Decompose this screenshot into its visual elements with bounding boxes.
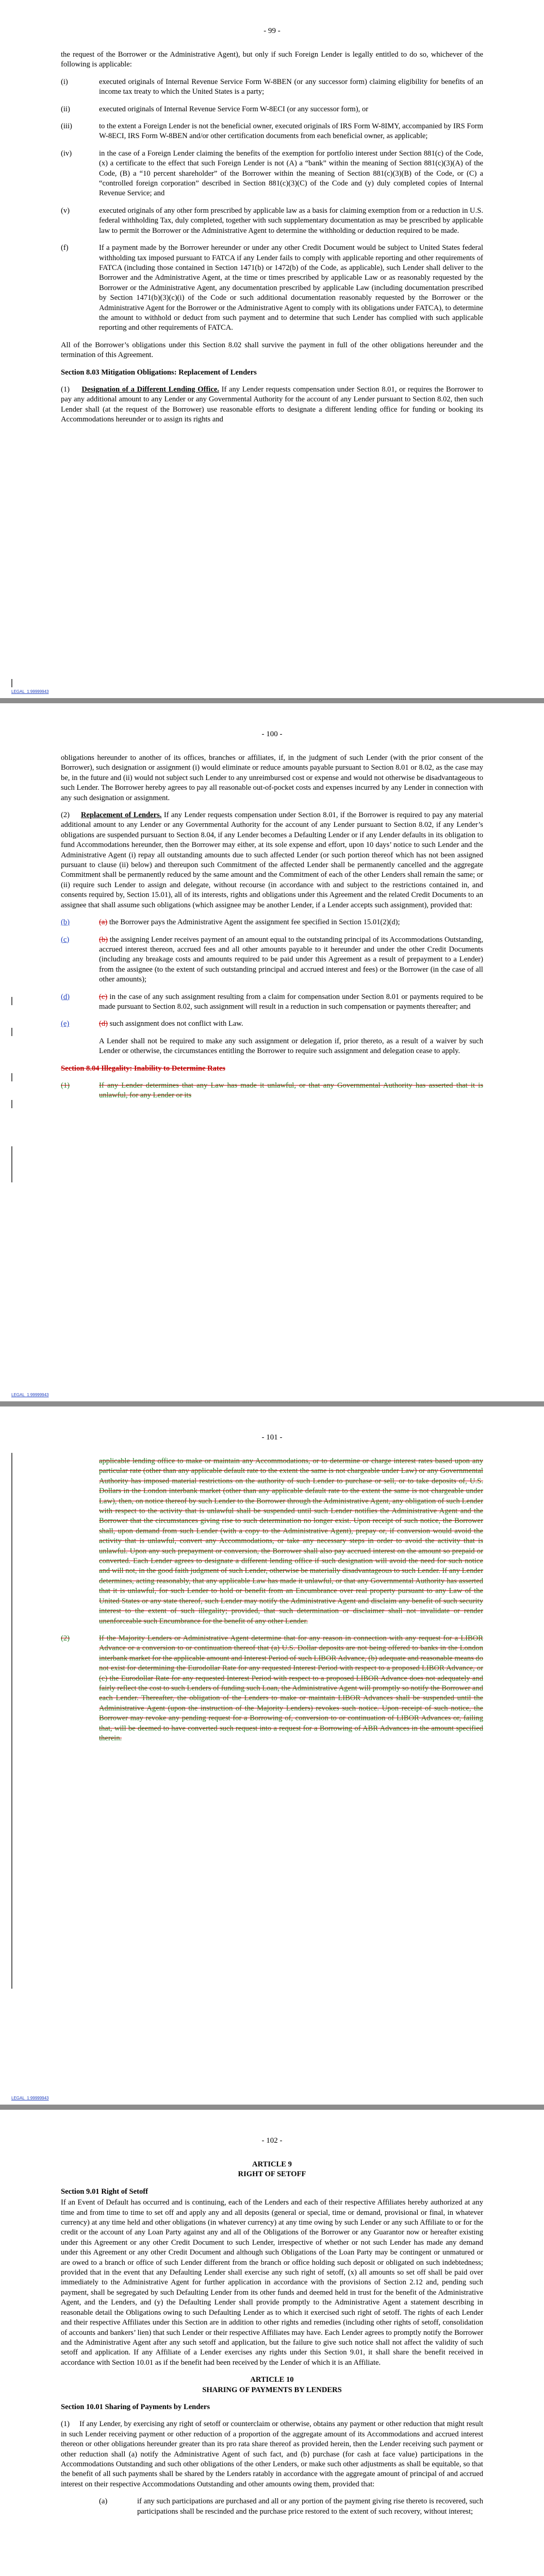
paragraph-deleted: (1) If any Lender determines that any Law has made it unlawful, or that any Governmental Authority has asserted that it is unlawful, for any Lender or its [61,1081,483,1100]
page-number: - 99 - [263,27,281,35]
document-footer: LEGAL_1:99999943 [11,1393,49,1397]
change-bar [11,1453,12,1989]
paragraph: the request of the Borrower or the Administrative Agent), but only if such Foreign Lender is legally entitled to do so, whichever of the following is applicable: [61,50,483,69]
article-number: ARTICLE 9 [252,2160,292,2168]
list-item: (e) (d) such assignment does not conflict with Law. [61,1020,243,1028]
paragraph-deleted: applicable lending office to make or maintain any Accommodations, or to determine or charge interest rates based upon any particular rate (other than any applicable default rate to the extent the same is not chargeable under Law) or any Governmental Authority has imposed material restrictions on the authority of such Lender to purchase or sell, or to take deposits of, U.S. Dollars in the London interbank market (other than any applicable default rate to the extent the same is not chargeable under Law), then, on notice thereof by such Lender to the Borrower through the Administrative Agent, any obligation of such Lender with respect to the activity that is unlawful shall be suspended until such Lender notifies the Administrative Agent and the Borrower that the circumstances giving rise to such determination no longer exist. Upon receipt of such notice, the Borrower shall, upon demand from such Lender (with a copy to the Administrative Agent), prepay or, if conversion would avoid the activity that is unlawful, convert any Accommodations, or take any necessary steps in order to avoid the activity that is unlawful. Upon any such prepayment or conversion, the Borrower shall also pay accrued interest on the amount so prepaid or converted. Each Lender agrees to designate a different lending office if such designation will avoid the need for such notice and will not, in the good faith judgment of such Lender, otherwise be materially disadvantageous to such Lender. If any Lender determines, acting reasonably, that any applicable Law has made it unlawful, or that any Governmental Authority has asserted that it is unlawful, for such Lender to hold or benefit from an Encumbrance over real property pursuant to any Law of the United States or any state thereof, such Lender may notify the Administrative Agent and disclaim any benefit of such security interest to the extent of such illegality; provided, that such determination or disclaimer shall not invalidate or render unenforceable such Encumbrance for the benefit of any other Lender. [99,1457,483,1625]
paragraph: obligations hereunder to another of its offices, branches or affiliates, if, in the judgment of such Lender (with the prior consent of the Borrower), such designation or assignment (i) would eliminate or reduce amounts payable pursuant to Section 8.01 or 8.02, as the case may be, in the future and (ii) would not subject such Lender to any unreimbursed cost or expense and would not otherwise be disadvantageous to such Lender. The Borrower hereby agrees to pay all reasonable out-of-pocket costs and expenses incurred by any Lender in connection with any such designation or assignment. [61,754,483,802]
section-heading: Section 8.03 Mitigation Obligations: Replacement of Lenders [61,368,257,377]
paragraph: A Lender shall not be required to make any such assignment or delegation if, prior thereto, as a result of a waiver by such Lender or otherwise, the circumstances entitling the Borrower to require such assignment and delegation cease to apply. [99,1037,483,1056]
change-bar [11,1146,12,1182]
page-101 [0,1406,544,2105]
paragraph: (1) If any Lender, by exercising any right of setoff or counterclaim or otherwise, obtains any payment or other reduction that might result in such Lender receiving payment or other reduction of a proportion of the aggregate amount of its Accommodations and accrued interest thereon or other obligations hereunder greater than its pro rata share thereof as provided herein, then the Lender receiving such payment or other reduction shall (a) notify the Administrative Agent of such fact, and (b) purchase (for cash at face value) participations in the Accommodations Outstanding and such other obligations of the other Lenders, or make such other adjustments as shall be equitable, so that the benefit of all such payments shall be shared by the Lenders ratably in accordance with the aggregate amount of principal of and accrued interest on their respective Accommodations Outstanding and other amounts owing them, provided that: [61,2420,483,2488]
document-footer: LEGAL_1:99999943 [11,689,49,694]
change-bar [11,1100,12,1108]
article-number: ARTICLE 10 [250,2376,294,2384]
list-item: (iii) to the extent a Foreign Lender is not the beneficial owner, executed originals of IRS Form W-8IMY, accompanied by IRS Form W-8ECI, IRS Form W-8BEN and/or other certification documents from each beneficial owner, as applicable; [61,122,483,141]
document-footer: LEGAL_1:99999943 [11,2096,49,2100]
list-item: (v) executed originals of any other form prescribed by applicable law as a basis for claiming exemption from or a reduction in U.S. federal withholding Tax, duly completed, together with such supplementary documentation as may be prescribed by applicable law to permit the Borrower or the Administrative Agent to determine the withholding or deduction required to be made. [61,206,483,235]
paragraph-replacement: (2) Replacement of Lenders. If any Lender requests compensation under Section 8.01, if the Borrower is required to pay any material additional amount to any Lender or any Governmental Authority for the account of any Lender pursuant to Section 8.02, if any Lender’s obligations are suspended pursuant to Section 8.04, if any Lender becomes a Defaulting Lender or if any Lender defaults in its obligation to fund Accommodations hereunder, then the Borrower may either, at its sole expense and effort, upon 10 days’ notice to such Lender and the Administrative Agent (i) repay all outstanding amounts due to such affected Lender (or such portion thereof which has not been assigned pursuant to clause (ii) below) and thereupon such Commitment of the affected Lender shall be permanently cancelled and the aggregate Commitment shall be permanently reduced by the same amount and the Commitment of each of the other Lenders shall remain the same; or (ii) require such Lender to assign and delegate, without recourse (in accordance with and subject to the restrictions contained in, and consents required by, Section 15.01), all of its interests, rights and obligations under this Agreement and the related Credit Documents to an assignee that shall assume such obligations (which assignee may be another Lender, if a Lender accepts such assignment), provided that: [61,811,484,909]
list-item: (iv) in the case of a Foreign Lender claiming the benefits of the exemption for portfolio interest under Section 881(c) of the Code, (x) a certificate to the effect that such Foreign Lender is not (A) a “bank” within the meaning of Section 881(c)(3)(A) of the Code, (B) a “10 percent shareholder” of the Borrower within the meaning of Section 881(c)(3)(B) of the Code, or (C) a “controlled foreign corporation” described in Section 881(c)(3)(C) of the Code and (y) duly completed copies of Internal Revenue Service; and [61,149,483,198]
section-heading: Section 10.01 Sharing of Payments by Lenders [61,2402,210,2411]
article-title: SHARING OF PAYMENTS BY LENDERS [202,2385,342,2394]
page-99 [0,0,544,698]
page-102 [0,2110,544,2576]
section-heading-deleted: Section 8.04 Illegality: Inability to Determine Rates [61,1064,225,1073]
page-number: - 102 - [261,2137,283,2145]
change-bar [11,1073,12,1081]
change-bar [11,679,12,687]
paragraph-deleted: (2) If the Majority Lenders or Administrative Agent determine that for any reason in connection with any request for a LIBOR Advance or a conversion to or continuation thereof that (a) U.S. Dollar deposits are not being offered to banks in the London interbank market for the applicable amount and Interest Period of such LIBOR Advance, (b) adequate and reasonable means do not exist for determining the Eurodollar Rate for any requested Interest Period with respect to a proposed LIBOR Advance, or (c) the Eurodollar Rate for any requested Interest Period with respect to a proposed LIBOR Advance does not adequately and fairly reflect the cost to such Lenders of funding such Loan, the Administrative Agent will promptly so notify the Borrower and each Lender. Thereafter, the obligation of the Lenders to make or maintain LIBOR Advances shall be suspended until the Administrative Agent (upon the instruction of the Majority Lenders) revokes such notice. Upon receipt of such notice, the Borrower may revoke any pending request for a Borrowing of, conversion to or continuation of LIBOR Advances or, failing that, will be deemed to have converted such request into a request for a Borrowing of ABR Advances in the amount specified therein. [61,1634,483,1742]
page-number: - 100 - [261,730,283,738]
change-bar [11,1028,12,1036]
paragraph: All of the Borrower’s obligations under this Section 8.02 shall survive the payment in full of the other obligations hereunder and the termination of this Agreement. [61,341,483,360]
page-number: - 101 - [261,1433,283,1442]
paragraph-fatca: (f) If a payment made by the Borrower hereunder or under any other Credit Document would be subject to United States federal withholding tax imposed pursuant to FATCA if any Lender fails to comply with applicable reporting and other requirements of FATCA (including those contained in Section 1471(b) or 1472(b) of the Code, as applicable), such Lender shall deliver to the Borrower and the Administrative Agent, at the time or times prescribed by applicable Law or as reasonably requested by the Borrower or the Administrative Agent, any documentation prescribed by applicable Law (including documentation prescribed by Section 1471(b)(3)(c)(i) of the Code or such additional documentation reasonably requested by the Borrower or the Administrative Agent for the Borrower or the Administrative Agent to comply with its obligations under FATCA), to determine the amount to withhold or deduct from such payment and to determine that such Lender has complied with such applicable reporting and other requirements of FATCA. [61,244,483,332]
list-item: (c) (b) the assigning Lender receives payment of an amount equal to the outstanding principal of its Accommodations Outstanding, accrued interest thereon, accrued fees and all other amounts payable to it hereunder and under the other Credit Documents (including any breakage costs and amounts required to be paid under this Agreement as a result of prepayment to a Lender) from the assignee (to the extent of such outstanding principal and accrued interest and fees) or the Borrower (in the case of all other amounts); [61,935,483,984]
article-title: RIGHT OF SETOFF [238,2170,306,2179]
paragraph-designation: (1) Designation of a Different Lending Office. If any Lender requests compensation under Section 8.01, or requires the Borrower to pay any additional amount to any Lender or any Governmental Authority for the account of any Lender pursuant to Section 8.02, then such Lender shall (at the request of the Borrower) use reasonable efforts to designate a different lending office for funding or booking its Accommodations hereunder or to assign its rights and [61,385,483,424]
list-item: (b) (a) the Borrower pays the Administrative Agent the assignment fee specified in Section 15.01(2)(d); [61,918,400,927]
paragraph: If an Event of Default has occurred and is continuing, each of the Lenders and each of their respective Affiliates hereby authorized at any time and from time to time to set off and apply any and all deposits (general or special, time or demand, provisional or final, in whatever currency) at any time held and other obligations (in whatever currency) at any time owing by such Lender or any such Affiliate to or for the credit or the account of any Loan Party against any and all of the Obligations of the Borrower or any Guarantor now or hereafter existing under this Agreement or any other Credit Document to such Lender, irrespective of whether or not such Lender has made any demand under this Agreement or any other Credit Document and although such Obligations of the Loan Party may be contingent or unmatured or are owed to a branch or office of such Lender different from the branch or office holding such deposit or obligated on such indebtedness; provided that in the event that any Defaulting Lender shall exercise any such right of setoff, (x) all amounts so set off shall be paid over immediately to the Administrative Agent for further application in accordance with the provisions of Section 2.12 and, pending such payment, shall be segregated by such Defaulting Lender from its other funds and deemed held in trust for the benefit of the Administrative Agent, and the Lenders, and (y) the Defaulting Lender shall provide promptly to the Administrative Agent a statement describing in reasonable detail the Obligations owing to such Defaulting Lender as to which it exercised such right of setoff. The rights of each Lender and their respective Affiliates under this Section are in addition to other rights and remedies (including other rights of setoff, consolidation of accounts and bankers’ lien) that such Lender or their respective Affiliates may have. Each Lender agrees to promptly notify the Borrower and the Administrative Agent after any such setoff and application, but the failure to give such notice shall not affect the validity of such setoff and application. If any Affiliate of a Lender exercises any rights under this Section 9.01, it shall share the benefit received in accordance with Section 10.01 as if the benefit had been received by the Lender of which it is an Affiliate. [61,2198,483,2367]
page-100 [0,703,544,1401]
list-item: (d) (c) in the case of any such assignment resulting from a claim for compensation under Section 8.01 or payments required to be made pursuant to Section 8.02, such assignment will result in a reduction in such compensation or payments thereafter; and [61,992,483,1011]
list-item: (i) executed originals of Internal Revenue Service Form W-8BEN (or any successor form) claiming eligibility for benefits of an income tax treaty to which the United States is a party; [61,77,483,96]
list-item: (ii) executed originals of Internal Revenue Service Form W-8ECI (or any successor form), or [61,105,369,113]
list-item: (a) if any such participations are purchased and all or any portion of the payment giving rise thereto is recovered, such participations shall be rescinded and the purchase price restored to the extent of such recovery, without interest; [99,2497,483,2516]
section-heading: Section 9.01 Right of Setoff [61,2187,149,2196]
change-bar [11,997,12,1005]
